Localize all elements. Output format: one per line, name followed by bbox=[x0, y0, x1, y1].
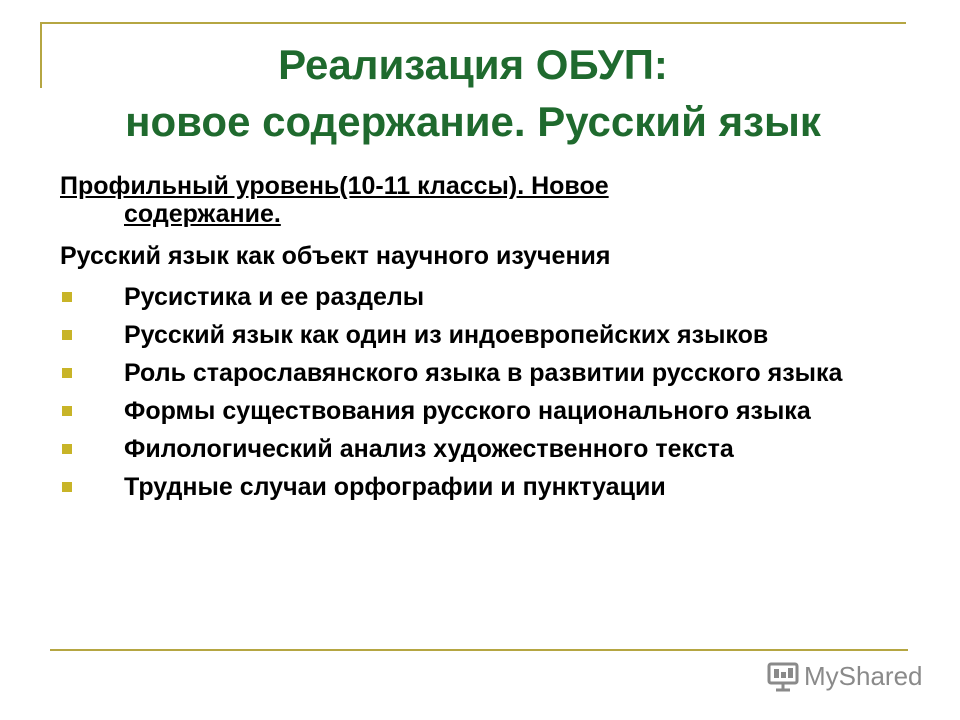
frame-bottom-line bbox=[50, 649, 908, 651]
topic-list bbox=[60, 282, 920, 510]
square-bullet-icon bbox=[62, 482, 72, 492]
square-bullet-icon bbox=[62, 292, 72, 302]
square-bullet-icon bbox=[62, 406, 72, 416]
slide-title-line-1: Реализация ОБУП: bbox=[278, 41, 668, 88]
list-item bbox=[60, 320, 920, 351]
list-item bbox=[60, 472, 920, 503]
watermark-text: MyShared bbox=[804, 660, 923, 691]
slide-title bbox=[40, 36, 906, 150]
list-item-label: Филологический анализ художественного текста bbox=[124, 435, 734, 463]
list-item bbox=[60, 358, 920, 389]
square-bullet-icon bbox=[62, 368, 72, 378]
list-item bbox=[60, 396, 920, 427]
slide-subtitle bbox=[60, 172, 800, 228]
list-item-label: Русский язык как один из индоевропейских языков bbox=[124, 321, 769, 349]
square-bullet-icon bbox=[62, 444, 72, 454]
list-item-label: Русистика и ее разделы bbox=[124, 283, 425, 311]
presentation-board-icon bbox=[766, 659, 800, 693]
square-bullet-icon bbox=[62, 330, 72, 340]
watermark bbox=[766, 656, 923, 696]
frame-top-line bbox=[40, 22, 906, 24]
slide-title-line-2: новое содержание. Русский язык bbox=[125, 98, 821, 145]
slide-subtitle-line-1: Профильный уровень(10-11 классы). Новое bbox=[60, 172, 609, 200]
list-item bbox=[60, 282, 920, 313]
list-item bbox=[60, 434, 920, 465]
slide-subtitle-line-2: содержание. bbox=[124, 200, 281, 228]
list-item-label: Трудные случаи орфографии и пунктуации bbox=[124, 473, 666, 501]
list-item-label: Роль старославянского языка в развитии русского языка bbox=[124, 359, 843, 387]
lead-text: Русский язык как объект научного изучения bbox=[60, 242, 611, 270]
list-item-label: Формы существования русского национального языка bbox=[124, 397, 811, 425]
